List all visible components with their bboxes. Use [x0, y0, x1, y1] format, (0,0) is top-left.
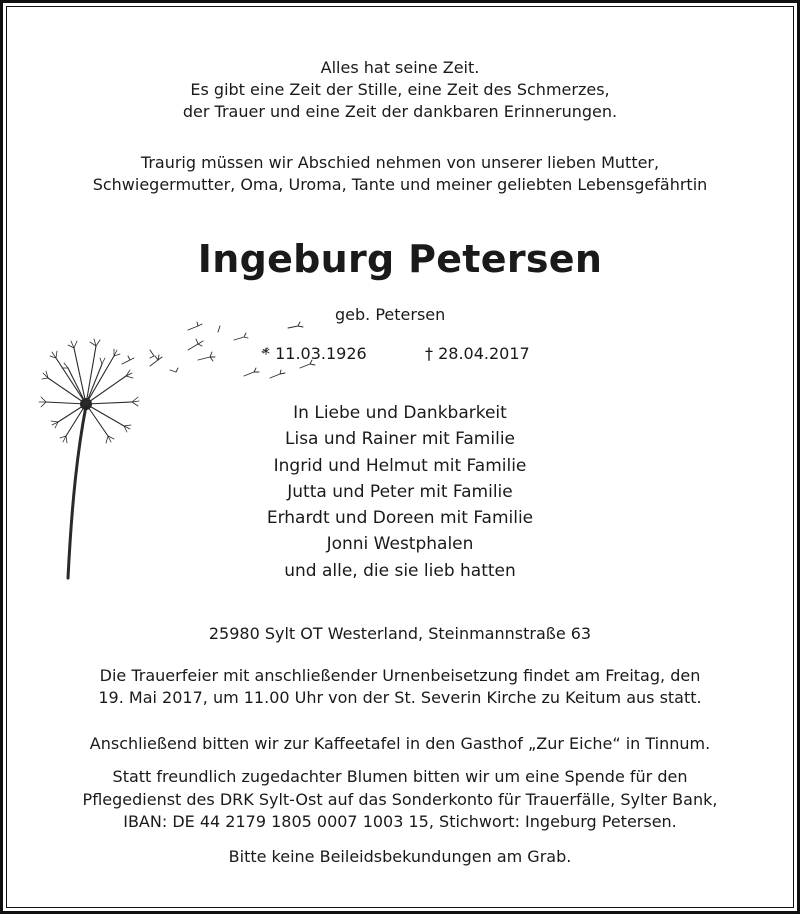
ceremony-line: 19. Mai 2017, um 11.00 Uhr von der St. Severin Kirche zu Keitum aus statt.: [98, 688, 702, 707]
mourner-line: Jonni Westphalen: [326, 534, 474, 555]
farewell-line: Traurig müssen wir Abschied nehmen von unserer lieben Mutter,: [140, 153, 660, 172]
address: 25980 Sylt OT Westerland, Steinmannstraße 63: [208, 624, 592, 643]
ceremony-line: Die Trauerfeier mit anschließender Urnenbeisetzung findet am Freitag, den: [99, 666, 701, 685]
farewell-text: [0, 152, 800, 196]
intro-line: der Trauer und eine Zeit der dankbaren Erinnerungen.: [182, 102, 618, 121]
farewell-line: Schwiegermutter, Oma, Uroma, Tante und meiner geliebten Lebensgefährtin: [92, 175, 708, 194]
birth-date: * 11.03.1926: [262, 344, 367, 363]
intro-quote: [0, 57, 800, 123]
mourners-list: [200, 400, 600, 584]
donation-line: Pflegedienst des DRK Sylt-Ost auf das Sonderkonto für Trauerfälle, Sylter Bank,: [82, 789, 718, 809]
intro-line: Es gibt eine Zeit der Stille, eine Zeit des Schmerzes,: [190, 80, 610, 99]
mourner-line: In Liebe und Dankbarkeit: [293, 403, 507, 423]
donation-line: IBAN: DE 44 2179 1805 0007 1003 15, Stichwort: Ingeburg Petersen.: [123, 812, 677, 831]
donation-request: [0, 766, 800, 834]
death-date: † 28.04.2017: [425, 344, 530, 363]
mourner-line: Erhardt und Doreen mit Familie: [266, 508, 534, 529]
closing-note: Bitte keine Beileidsbekundungen am Grab.: [228, 847, 572, 866]
ceremony-info: [0, 665, 800, 709]
mourner-line: und alle, die sie lieb hatten: [284, 560, 516, 581]
coffee-invitation: Anschließend bitten wir zur Kaffeetafel in den Gasthof „Zur Eiche“ in Tinnum.: [89, 734, 711, 753]
mourner-line: Ingrid und Helmut mit Familie: [273, 455, 527, 476]
mourner-line: Lisa und Rainer mit Familie: [285, 429, 515, 450]
mourner-line: Jutta und Peter mit Familie: [287, 481, 513, 502]
birth-name: geb. Petersen: [335, 305, 446, 324]
donation-line: Statt freundlich zugedachter Blumen bitten wir um eine Spende für den: [112, 767, 688, 786]
deceased-name: Ingeburg Petersen: [197, 237, 603, 281]
intro-line: Alles hat seine Zeit.: [320, 58, 480, 77]
